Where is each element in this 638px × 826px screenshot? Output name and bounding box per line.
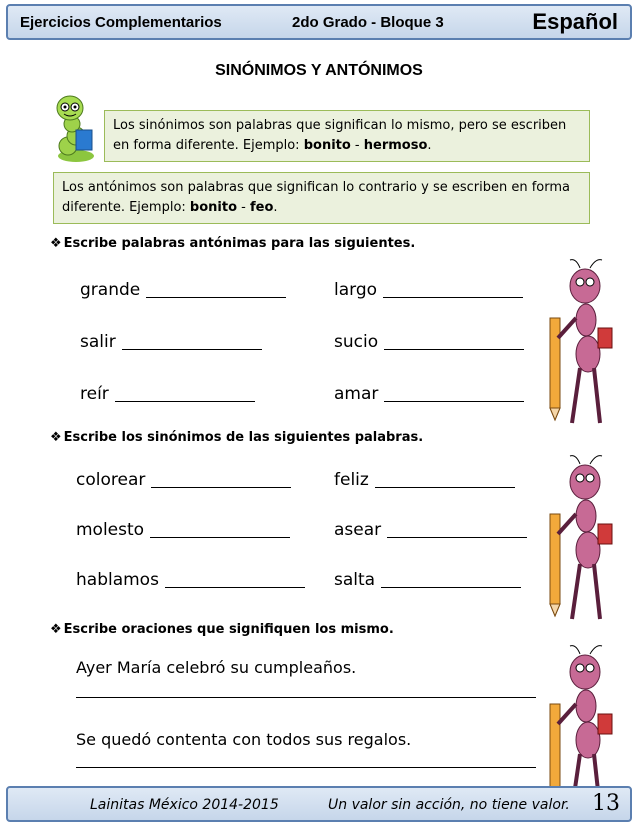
diamond-bullet-icon: ❖ bbox=[50, 622, 62, 637]
exercise-item bbox=[76, 470, 291, 490]
synonyms-definition: Los sinónimos son palabras que significan lo mismo, pero se escriben en forma diferente. Ejemplo: bonito - hermoso. bbox=[104, 110, 590, 162]
instruction-sentences-text: Escribe oraciones que signifiquen los mismo. bbox=[63, 622, 394, 637]
page-title: SINÓNIMOS Y ANTÓNIMOS bbox=[215, 62, 423, 79]
answer-blank[interactable] bbox=[146, 282, 286, 298]
word-label: grande bbox=[80, 280, 141, 300]
answer-blank[interactable] bbox=[150, 522, 290, 538]
word-label: sucio bbox=[334, 332, 379, 352]
instruction-antonyms bbox=[50, 236, 415, 251]
exercise-item bbox=[334, 384, 524, 404]
instruction-synonyms bbox=[50, 430, 423, 445]
ant-with-pencil-icon bbox=[540, 258, 630, 428]
word-label: feliz bbox=[334, 470, 369, 490]
exercise-item bbox=[80, 332, 262, 352]
answer-blank[interactable] bbox=[375, 472, 515, 488]
antonyms-definition: Los antónimos son palabras que significan lo contrario y se escriben en forma diferente. Ejemplo: bonito - feo. bbox=[53, 172, 590, 224]
answer-blank[interactable] bbox=[115, 386, 255, 402]
header-grade: 2do Grado - Bloque 3 bbox=[292, 14, 444, 31]
antonyms-example-a: bonito bbox=[189, 200, 238, 215]
word-label: reír bbox=[80, 384, 109, 404]
word-label: molesto bbox=[76, 520, 145, 540]
answer-blank[interactable] bbox=[383, 282, 523, 298]
exercise-item bbox=[334, 470, 515, 490]
antonyms-sep: - bbox=[237, 200, 250, 215]
ant-with-pencil-icon bbox=[540, 454, 630, 624]
antonyms-text: Los antónimos son palabras que significan lo contrario y se escriben en forma diferente. Ejemplo: bbox=[62, 180, 571, 215]
answer-blank[interactable] bbox=[151, 472, 291, 488]
exercise-item bbox=[334, 570, 521, 590]
answer-blank[interactable] bbox=[165, 572, 305, 588]
exercise-item bbox=[334, 332, 524, 352]
page-number: 13 bbox=[592, 791, 620, 816]
exercise-item bbox=[76, 570, 305, 590]
word-label: salir bbox=[80, 332, 116, 352]
word-label: colorear bbox=[76, 470, 146, 490]
sentence-answer-line[interactable] bbox=[76, 752, 536, 768]
exercise-item bbox=[80, 280, 286, 300]
header-bar bbox=[6, 4, 632, 40]
bookworm-icon bbox=[46, 94, 104, 164]
exercise-item bbox=[334, 280, 523, 300]
word-label: largo bbox=[334, 280, 378, 300]
exercise-item bbox=[80, 384, 255, 404]
word-label: salta bbox=[334, 570, 376, 590]
instruction-antonyms-text: Escribe palabras antónimas para las siguientes. bbox=[63, 236, 416, 251]
word-label: hablamos bbox=[76, 570, 159, 590]
header-title: Ejercicios Complementarios bbox=[20, 14, 222, 31]
answer-blank[interactable] bbox=[122, 334, 262, 350]
instruction-synonyms-text: Escribe los sinónimos de las siguientes palabras. bbox=[63, 430, 424, 445]
answer-blank[interactable] bbox=[384, 386, 524, 402]
answer-blank[interactable] bbox=[387, 522, 527, 538]
word-label: amar bbox=[334, 384, 379, 404]
answer-blank[interactable] bbox=[384, 334, 524, 350]
diamond-bullet-icon: ❖ bbox=[50, 236, 62, 251]
sentence-answer-line[interactable] bbox=[76, 682, 536, 698]
synonyms-sep: - bbox=[350, 138, 364, 153]
word-label: asear bbox=[334, 520, 382, 540]
footer-bar bbox=[6, 786, 632, 822]
synonyms-example-a: bonito bbox=[303, 138, 351, 153]
header-subject: Español bbox=[532, 9, 618, 34]
exercise-item bbox=[334, 520, 527, 540]
antonyms-example-b: feo bbox=[249, 200, 274, 215]
diamond-bullet-icon: ❖ bbox=[50, 430, 62, 445]
sentence-2: Se quedó contenta con todos sus regalos. bbox=[76, 730, 412, 749]
footer-credit: Lainitas México 2014-2015 bbox=[90, 797, 279, 813]
answer-blank[interactable] bbox=[381, 572, 521, 588]
sentence-1: Ayer María celebró su cumpleaños. bbox=[76, 658, 357, 677]
synonyms-example-b: hermoso bbox=[363, 138, 428, 153]
synonyms-text: Los sinónimos son palabras que significan lo mismo, pero se escriben en forma diferente. Ejemplo: bbox=[113, 118, 567, 153]
exercise-item bbox=[76, 520, 290, 540]
instruction-sentences bbox=[50, 622, 394, 637]
footer-motto: Un valor sin acción, no tiene valor. bbox=[328, 797, 570, 813]
